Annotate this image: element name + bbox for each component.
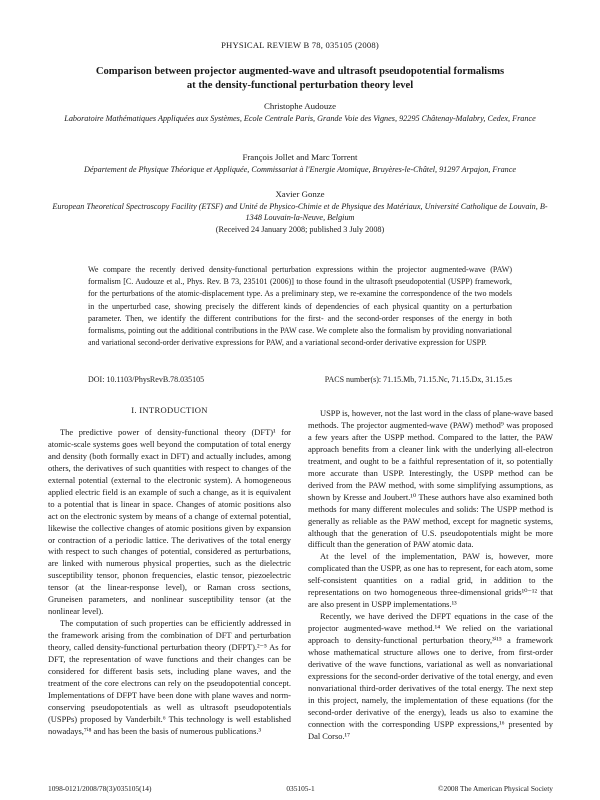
- author-names: Xavier Gonze: [275, 189, 325, 199]
- paper-title: [50, 65, 550, 93]
- right-column: [308, 408, 553, 743]
- paragraph: Recently, we have derived the DFPT equations in the case of the projector augmented-wave method.¹⁴ We relied on the variational approach to density-functional perturbation theory,³ⁱ¹⁵ a framework whose mathematical structure allows one to derive, from first-order derivative of the wave functions, variational as well as nonvariational expressions for the second-order derivative of the total energy, and even nonvariational third-order derivatives of the total energy. The next step in this project, namely, the implementation of these equations (for the second-order derivative of the energy), leads us also to examine the connection with the corresponding USPP expressions,¹⁶ presented by Dal Corso.¹⁷: [308, 611, 553, 741]
- footer-issn: 1098-0121/2008/78(3)/035105(14): [48, 784, 152, 793]
- author-names: Christophe Audouze: [263, 101, 337, 111]
- received-dates: (Received 24 January 2008; published 3 July 2008): [215, 224, 385, 234]
- paragraph: USPP is, however, not the last word in the class of plane-wave based methods. The projector augmented-wave (PAW) method⁹ was proposed a few years after the USPP method. Compared to the latter, the PAW approach benefits from a cleaner link with the underlying all-electron treatment, and ought to be a faithful representation of it, so potentially more accurate than USPP. Interestingly, the USPP method can be derived from the PAW method, with some simplifying assumptions, as shown by Kresse and Joubert.¹⁰ These authors have also examined both methods for many different molecules and solids: The USPP method is generally as reliable as the PAW method, except for magnetic systems, although that the generation of U.S. pseudopotentials might be more difficult than the generation of PAW atomic data.: [308, 408, 553, 550]
- copyright: ©2008 The American Physical Society: [437, 784, 553, 793]
- section-heading: I. INTRODUCTION: [131, 405, 208, 415]
- page-number: 035105-1: [286, 784, 315, 793]
- pacs-numbers: PACS number(s): 71.15.Mb, 71.15.Nc, 71.15.Dx, 31.15.es: [324, 375, 512, 384]
- paragraph: At the level of the implementation, PAW is, however, more complicated than the USPP, as one has to represent, for each atom, some self-consistent quantities on a radial grid, in addition to the representations on two homogeneous three-dimensional grids¹⁰⁻¹² that are also present in USPP implementations.¹³: [308, 551, 553, 610]
- author-block-3: [50, 189, 550, 235]
- page-footer: [48, 784, 553, 793]
- affiliation: European Theoretical Spectroscopy Facility (ETSF) and Unité de Physico-Chimie et de Physique des Matériaux, Université Catholique de Louvain, B-1348 Louvain-la-Neuve, Belgium: [52, 201, 548, 223]
- metadata-line: [88, 375, 512, 384]
- author-block-2: [50, 152, 550, 175]
- author-block-1: [50, 101, 550, 124]
- author-names: François Jollet and Marc Torrent: [242, 152, 358, 162]
- abstract: We compare the recently derived density-functional perturbation expressions within the projector augmented-wave (PAW) formalism [C. Audouze et al., Phys. Rev. B 73, 235101 (2006)] to those found in the ultrasoft pseudopotential (USPP) framework, for the perturbations of the atomic-displacement type. As a preliminary step, we re-examine the correspondence of the two models in the unperturbed case, showing precisely the different kinds of dependencies of each physical quantity on a perturbation parameter. Then, we identify the different contributions for the first- and the second-order responses of the energy in both formalisms, pointing out the additional contributions in the PAW case. We complete also the formalism by providing nonvariational and variational second-order derivative expressions for PAW, and a variational second-order derivative expression for USPP.: [88, 265, 512, 348]
- journal-header: PHYSICAL REVIEW B 78, 035105 (2008): [221, 40, 379, 50]
- paragraph: The computation of such properties can be efficiently addressed in the framework arising from the combination of DFT and perturbation theory, called density-functional perturbation theory (DFPT).²⁻⁵ As for DFT, the representation of wave functions and their changes can be considered for different basis sets, including plane waves, and the treatment of the core electrons can rely on the pseudopotential concept. Implementations of DFPT have been done with plane waves and norm-conserving pseudopotentials as well as ultrasoft pseudopotentials (USPPs) proposed by Vanderbilt.⁶ This technology is well established nowadays,⁷ⁱ⁸ and has been the basis of numerous publications.³: [48, 618, 291, 736]
- affiliation: Département de Physique Théorique et Appliquée, Commissariat à l'Energie Atomique, Bruyères-le-Châtel, 91297 Arpajon, France: [83, 164, 517, 174]
- left-column: [48, 405, 291, 738]
- doi-link[interactable]: DOI: 10.1103/PhysRevB.78.035105: [88, 375, 205, 384]
- affiliation: Laboratoire Mathématiques Appliquées aux Systèmes, Ecole Centrale Paris, Grande Voie des Vignes, 92295 Châtenay-Malabry, Cedex, France: [64, 113, 536, 123]
- paragraph: The predictive power of density-functional theory (DFT)¹ for atomic-scale systems goes well beyond the computation of total energy and density (both formally exact in DFT) and actually includes, among others, the derivatives of such quantities with respect to changes of the external potential (external to the electronic system). A homogeneous applied electric field is an example of such a change, as it is equivalent to a potential that is linear in space. Changes of atomic positions also act on the electronic system by means of a change of external potential, likewise the collective changes of atomic positions given by expansion or contraction of a periodic lattice. The derivatives of the total energy with respect to such changes of potential, considered as perturbations, are linked with numerous physical properties, such as the dielectric susceptibility tensor, phonon frequencies, elastic tensor, piezoelectric tensor (at the linear-response level), or Raman cross sections, Gruneisen parameters, and nonlinear susceptibility tensor (at the nonlinear level).: [48, 426, 291, 617]
- title-line-1: Comparison between projector augmented-wave and ultrasoft pseudopotential formalisms: [95, 66, 505, 77]
- title-line-2: at the density-functional perturbation theory level: [186, 80, 414, 91]
